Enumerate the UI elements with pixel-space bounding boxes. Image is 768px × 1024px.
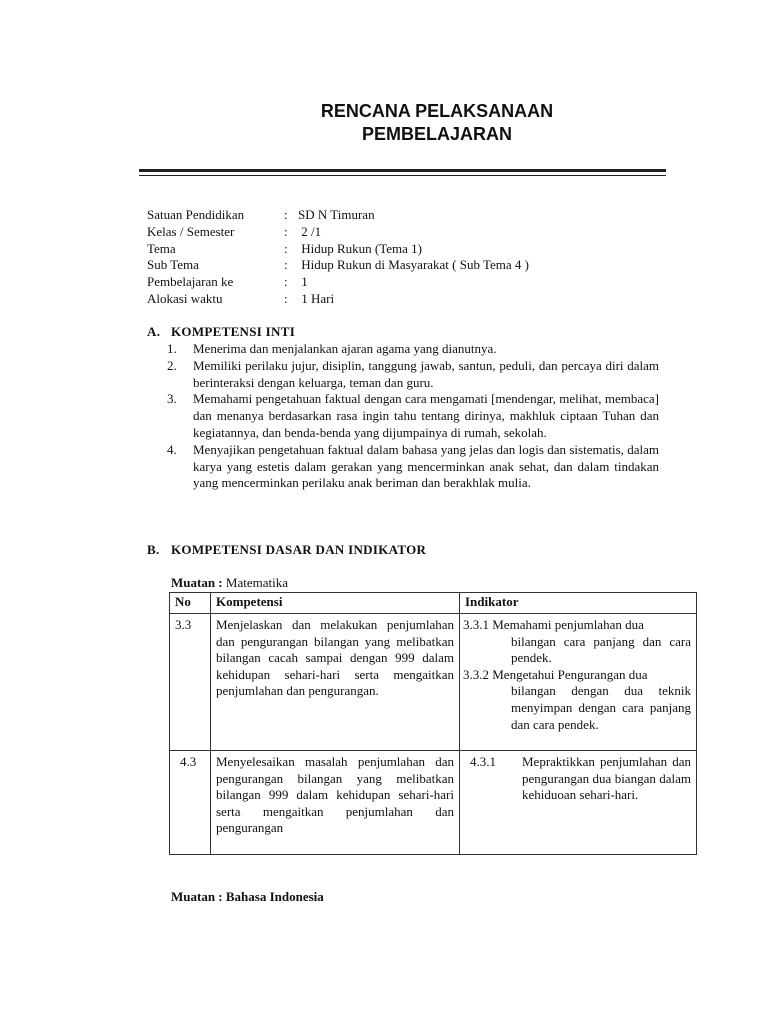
list-item xyxy=(167,358,659,392)
identity-value: 2 /1 xyxy=(298,223,322,239)
indikator-item xyxy=(463,667,691,733)
indikator-continued: bilangan cara panjang dan cara pendek. xyxy=(511,633,691,666)
header-kompetensi: Kompetensi xyxy=(211,593,460,614)
muatan-value: Matematika xyxy=(222,575,288,590)
identity-colon: : xyxy=(284,223,288,239)
header-no: No xyxy=(170,593,211,614)
indikator-code: 4.3.1 xyxy=(470,754,496,769)
identity-colon: : xyxy=(284,274,288,290)
identity-row xyxy=(147,291,529,308)
list-number: 3. xyxy=(167,391,177,407)
kompetensi-dasar-table xyxy=(169,592,697,855)
muatan-label: Muatan : xyxy=(171,575,223,590)
identity-label: Satuan Pendidikan xyxy=(147,207,245,222)
identity-colon: : xyxy=(284,257,288,273)
indikator-item xyxy=(463,617,691,667)
identity-label: Alokasi waktu xyxy=(147,290,223,306)
list-item xyxy=(167,341,659,358)
identity-value: 1 xyxy=(298,274,308,290)
title-rule-thin xyxy=(139,175,666,176)
indikator-text: Mepraktikkan penjumlahan dan pengurangan dua biangan dalam kehiduoan sehari-hari. xyxy=(522,754,691,803)
cell-indikator xyxy=(460,751,697,855)
identity-label: Sub Tema xyxy=(147,257,199,273)
list-number: 2. xyxy=(167,357,177,373)
muatan-bahasa-indonesia xyxy=(171,889,324,905)
section-title: KOMPETENSI INTI xyxy=(171,324,296,339)
identity-colon: : xyxy=(284,290,288,306)
section-a-heading xyxy=(147,324,295,340)
list-number: 4. xyxy=(167,441,177,457)
list-text: Memahami pengetahuan faktual dengan cara mengamati [mendengar, melihat, membaca] dan menanya berdasarkan rasa ingin tahu tentang dirinya, makhluk ciptaan Tuhan dan kegiatannya, dan benda-benda yang dijumpainya di rumah, sekolah. xyxy=(193,391,659,440)
section-letter: B. xyxy=(147,542,160,557)
identity-label: Kelas / Semester xyxy=(147,223,235,239)
list-item xyxy=(167,442,659,492)
indikator-first-line: Mengetahui Pengurangan dua xyxy=(489,666,648,682)
identity-row xyxy=(147,274,529,291)
kompetensi-inti-list xyxy=(167,341,659,492)
title-rule-thick xyxy=(139,169,666,172)
identity-row xyxy=(147,257,529,274)
identity-label: Pembelajaran ke xyxy=(147,274,234,290)
list-text: Memiliki perilaku jujur, disiplin, tanggung jawab, santun, peduli, dan percaya diri dalam berinteraksi dengan keluarga, teman dan guru. xyxy=(193,357,659,390)
table-row xyxy=(170,751,697,855)
identity-colon: : xyxy=(284,240,288,256)
list-text: Menyajikan pengetahuan faktual dalam bahasa yang jelas dan logis dan sistematis, dalam karya yang estetis dalam gerakan yang mencerminkan anak sehat, dan dalam tindakan yang mencerminkan perilaku anak beriman dan berakhlak mulia. xyxy=(193,441,659,491)
list-text: Menerima dan menjalankan ajaran agama yang dianutnya. xyxy=(193,341,497,356)
identity-label: Tema xyxy=(147,240,176,256)
header-indikator: Indikator xyxy=(460,593,697,614)
title-line-1: RENCANA PELAKSANAAN xyxy=(320,101,554,121)
indikator-item xyxy=(470,754,691,804)
identity-row xyxy=(147,241,529,258)
indikator-first-line: Memahami penjumlahan dua xyxy=(489,617,644,632)
section-letter: A. xyxy=(147,324,161,339)
identity-colon: : xyxy=(284,207,288,222)
list-number: 1. xyxy=(167,341,177,356)
table-row xyxy=(170,614,697,751)
list-item xyxy=(167,391,659,441)
identity-value: 1 Hari xyxy=(298,290,335,306)
indikator-code: 3.3.2 xyxy=(463,666,489,682)
identity-value: Hidup Rukun (Tema 1) xyxy=(298,240,423,256)
table-header-row xyxy=(170,593,697,614)
identity-value: Hidup Rukun di Masyarakat ( Sub Tema 4 ) xyxy=(298,257,530,273)
section-b-heading xyxy=(147,542,426,558)
section-title: KOMPETENSI DASAR DAN INDIKATOR xyxy=(171,542,427,557)
muatan-matematika xyxy=(171,575,288,591)
cell-no: 3.3 xyxy=(170,614,211,751)
muatan-label: Muatan : Bahasa Indonesia xyxy=(171,889,324,904)
document-title xyxy=(0,100,768,146)
cell-kompetensi: Menyelesaikan masalah penjumlahan dan pengurangan bilangan yang melibatkan bilangan 999 dalam kehidupan sehari-hari serta mengaitkan penjumlahan dan pengurangan xyxy=(211,751,460,855)
title-line-2: PEMBELAJARAN xyxy=(361,124,512,144)
identity-value: SD N Timuran xyxy=(298,207,375,222)
cell-indikator xyxy=(460,614,697,751)
identity-row xyxy=(147,207,529,224)
identity-block xyxy=(147,207,529,308)
cell-kompetensi: Menjelaskan dan melakukan penjumlahan dan pengurangan bilangan yang melibatkan bilangan cacah sampai dengan 999 dalam kehidupan sehari-hari serta mengaitkan penjumlahan dan pengurangan. xyxy=(211,614,460,751)
identity-row xyxy=(147,224,529,241)
indikator-continued: bilangan dengan dua teknik menyimpan dengan cara panjang dan cara pendek. xyxy=(511,683,691,732)
indikator-code: 3.3.1 xyxy=(463,617,489,632)
cell-no: 4.3 xyxy=(170,751,211,855)
